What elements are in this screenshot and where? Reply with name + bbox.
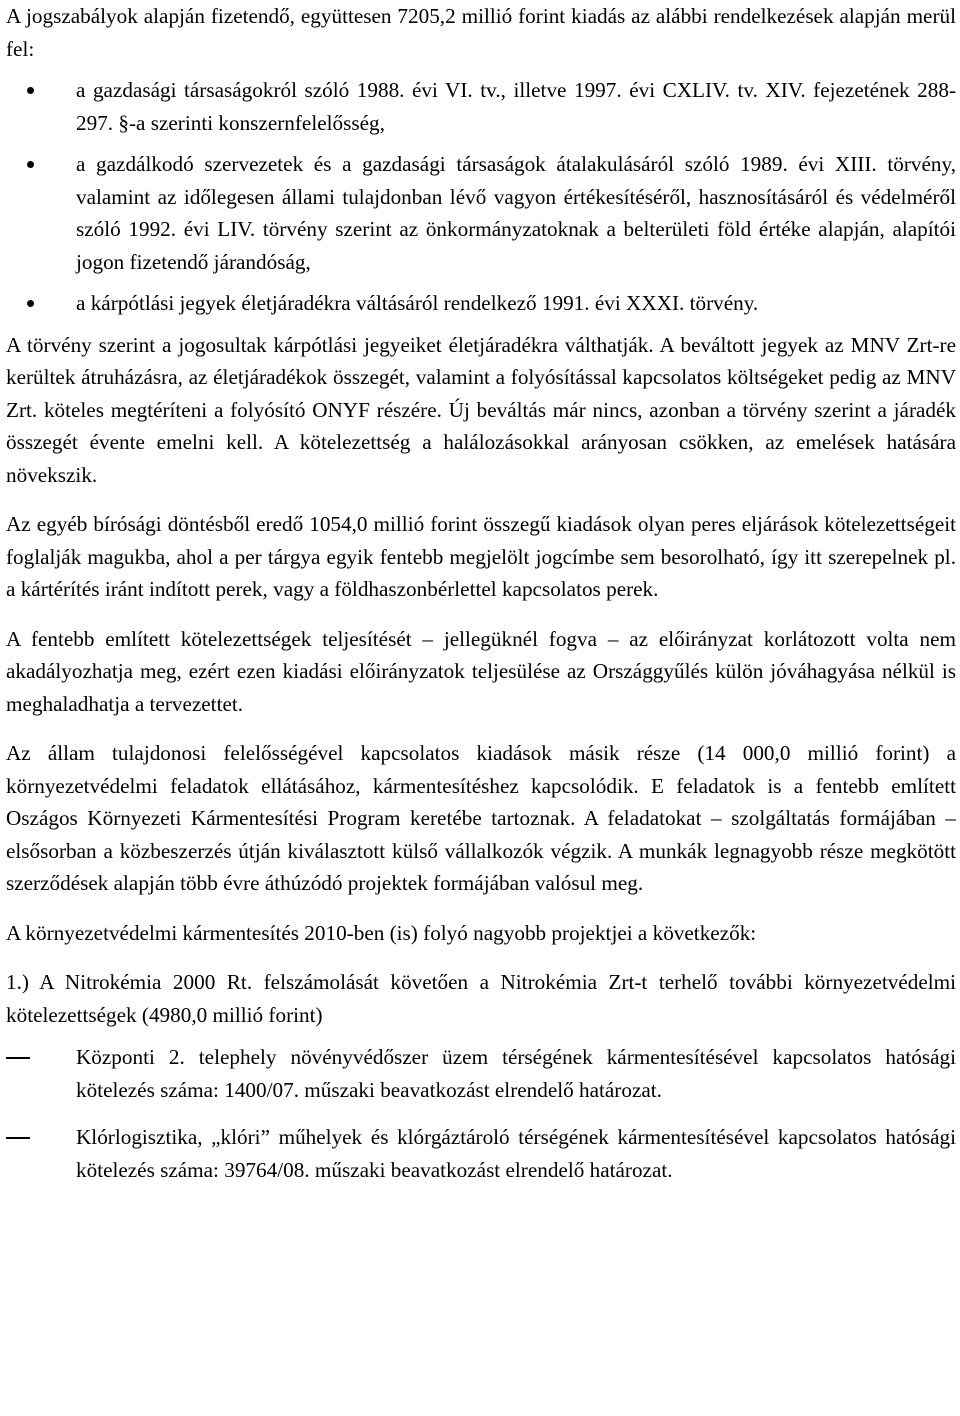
paragraph-annuity: A törvény szerint a jogosultak kárpótlási jegyeiket életjáradékra válthatják. A beváltott jegyek az MNV Zrt-re kerültek átruházásra, az életjáradékok összegét, valamint a folyósítással kapcsolatos költségeket pedig az MNV Zrt. köteles megtéríteni a folyósító ONYF részére. Új beváltás már nincs, azonban a törvény szerint a járadék összegét évente emelni kell. A kötelezettség a halálozásokkal arányosan csökken, az emelések hatására növekszik. (6, 332, 956, 487)
bullet-item-text: a gazdálkodó szervezetek és a gazdasági társaságok átalakulásáról szóló 1989. évi XIII. törvény, valamint az időlegesen állami tulajdonban lévő vagyon értékesítéséről, hasznosításáról és védelméről szóló 1992. évi LIV. törvény szerint az önkormányzatoknak a belterületi föld értéke alapján, alapítói jogon fizetendő járandóság, (76, 152, 956, 274)
dash-list (6, 1041, 956, 1186)
document-page (6, 0, 956, 1201)
dash-item (6, 1121, 956, 1186)
paragraph-environmental: Az állam tulajdonosi felelősségével kapcsolatos kiadások másik része (14 000,0 millió forint) a környezetvédelmi feladatok ellátásához, kármentesítéshez kapcsolódik. E feladatok is a fentebb említett Oszágos Környezeti Kármentesítési Program keretébe tartoznak. A feladatokat – szolgáltatás formájában – elsősorban a közbeszerzés útján kiválasztott külső vállalkozók végzik. A munkák legnagyobb része megkötött szerződések alapján több évre áthúzódó projektek formájában valósul meg. (6, 741, 956, 895)
paragraph-court-decisions: Az egyéb bírósági döntésből eredő 1054,0 millió forint összegű kiadások olyan peres eljárások kötelezettségeit foglalják magukba, ahol a per tárgya egyik fentebb megjelölt jogcímbe sem besorolható, így itt szerepelnek pl. a kártérítés iránt indított perek, vagy a földhaszonbérlettel kapcsolatos perek. (6, 512, 956, 601)
dash-item-text: Központi 2. telephely növényvédőszer üzem térségének kármentesítésével kapcsolatos hatósági kötelezés száma: 1400/07. műszaki beavatkozást elrendelő határozat. (76, 1045, 956, 1102)
dash-icon (6, 1057, 30, 1059)
dash-icon (6, 1137, 30, 1139)
bullet-list (6, 74, 956, 320)
bullet-item (6, 287, 956, 320)
bullet-item-text: a gazdasági társaságokról szóló 1988. évi VI. tv., illetve 1997. évi CXLIV. tv. XIV. fejezetének 288-297. §-a szerinti konszernfelelősség, (76, 78, 956, 135)
paragraph-projects-intro: A környezetvédelmi kármentesítés 2010-ben (is) folyó nagyobb projektjei a következők: (6, 920, 757, 945)
bullet-icon (27, 87, 34, 94)
dash-item (6, 1041, 956, 1106)
paragraph-obligations: A fentebb említett kötelezettségek teljesítését – jellegüknél fogva – az előirányzat korlátozott volta nem akadályozhatja meg, ezért ezen kiadási előirányzatok teljesülése az Országgyűlés külön jóváhagyása nélkül is meghaladhatja a tervezettet. (6, 626, 956, 716)
bullet-item-text: a kárpótlási jegyek életjáradékra váltásáról rendelkező 1991. évi XXXI. törvény. (76, 291, 759, 315)
bullet-item (6, 148, 956, 278)
bullet-item (6, 74, 956, 139)
paragraph-nitrokemia: 1.) A Nitrokémia 2000 Rt. felszámolását követően a Nitrokémia Zrt-t terhelő további környezetvédelmi kötelezettségek (4980,0 millió forint) (6, 970, 956, 1027)
bullet-icon (27, 161, 34, 168)
dash-item-text: Klórlogisztika, „klóri” műhelyek és klórgáztároló térségének kármentesítésével kapcsolatos hatósági kötelezés száma: 39764/08. műszaki beavatkozást elrendelő határozat. (76, 1125, 956, 1182)
bullet-icon (27, 300, 34, 307)
intro-paragraph: A jogszabályok alapján fizetendő, együttesen 7205,2 millió forint kiadás az alábbi rendelkezések alapján merül fel: (6, 4, 956, 61)
